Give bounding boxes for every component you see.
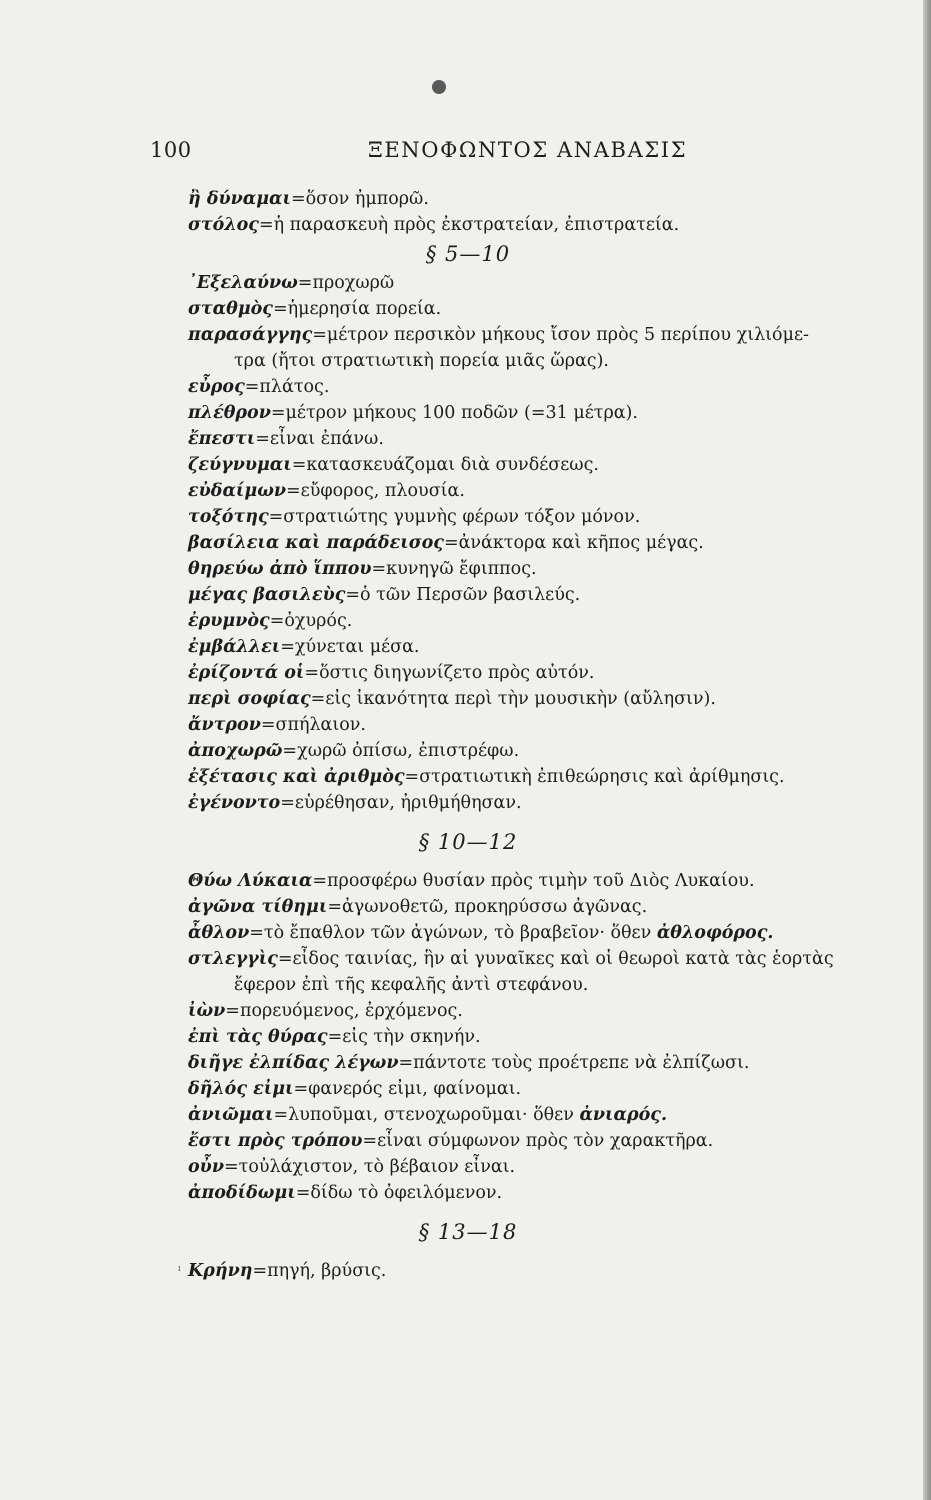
glossary-definition: =εἶναι σύμφωνον πρὸς τὸν χαρακτῆρα. [362,1131,714,1151]
section-heading-13-18: § 13—18 [418,1220,518,1244]
glossary-entry [188,608,908,634]
glossary-entry [188,1128,908,1154]
glossary-definition: =χωρῶ ὀπίσω, ἐπιστρέφω. [282,741,520,761]
glossary-term: εὖρος [188,377,245,397]
glossary-term: ἐρυμνὸς [188,611,270,631]
glossary-entry [188,634,908,660]
glossary-term: ἀγῶνα τίθημι [188,897,328,917]
glossary-entry [188,270,908,296]
glossary-entry [188,530,908,556]
glossary-term: ἀνιῶμαι [188,1105,274,1125]
glossary-definition: =εἰς τὴν σκηνήν. [327,1027,481,1047]
glossary-definition: =εὑρέθησαν, ἠριθμήθησαν. [280,793,522,813]
glossary-entry [188,212,908,238]
glossary-term: ἐρίζοντά οἱ [188,663,305,683]
glossary-entry [188,894,908,920]
glossary-term: ἄντρον [188,715,261,735]
glossary-definition-continued: τρα (ἤτοι στρατιωτικὴ πορεία μιᾶς ὥρας). [234,351,609,371]
glossary-term: στλεγγὶς [188,949,278,969]
glossary-definition: =ἡ παρασκευὴ πρὸς ἐκστρατείαν, ἐπιστρατεία. [258,215,680,235]
glossary-entry [188,946,908,998]
glossary-definition: =ἡμερησία πορεία. [272,299,442,319]
glossary-entry [188,186,908,212]
glossary-entry [188,1180,908,1206]
section-heading-10-12: § 10—12 [418,830,518,854]
glossary-entry [188,400,908,426]
glossary-entry [188,712,908,738]
glossary-definition: =εἰς ἱκανότητα περὶ τὴν μουσικὴν (αὔλησιν). [310,689,716,709]
glossary-definition: =εἶναι ἐπάνω. [255,429,384,449]
glossary-definition: =δίδω τὸ ὀφειλόμενον. [295,1183,503,1203]
glossary-definition: =ἀγωνοθετῶ, προκηρύσσω ἀγῶνας. [327,897,648,917]
spacer [188,1206,908,1216]
glossary-entry [188,582,908,608]
glossary-definition: =πάντοτε τοὺς προέτρεπε νὰ ἐλπίζωσι. [398,1053,750,1073]
glossary-term: ἔπεστι [188,429,256,449]
glossary-definition: =μέτρον μήκους 100 ποδῶν (=31 μέτρα). [270,403,638,423]
glossary-content [178,186,908,1284]
glossary-term: ἐγένοντο [188,793,281,813]
glossary-term: παρασάγγης [188,325,313,345]
glossary-definition: =ἀνάκτορα καὶ κῆπος μέγας. [443,533,704,553]
glossary-definition: =μέτρον περσικὸν μήκους ἴσον πρὸς 5 περίπου χιλιόμε- [312,325,809,345]
glossary-definition: =εὔφορος, πλουσία. [286,481,465,501]
glossary-term: σταθμὸς [188,299,273,319]
glossary-definition: =πλάτος. [244,377,330,397]
glossary-definition: =τὸ ἔπαθλον τῶν ἀγώνων, τὸ βραβεῖον· ὅθεν [249,923,657,943]
glossary-definition: =χύνεται μέσα. [280,637,420,657]
glossary-entry [188,1024,908,1050]
glossary-definition: =ὀχυρός. [269,611,353,631]
glossary-term: περὶ σοφίας [188,689,311,709]
glossary-definition: =πηγή, βρύσις. [252,1261,387,1281]
glossary-term: Θύω Λύκαια [188,871,313,891]
glossary-entry [188,426,908,452]
glossary-term: μέγας βασιλεὺς [188,585,346,605]
glossary-term: ἀποδίδωμι [188,1183,296,1203]
glossary-entry [188,1102,908,1128]
page-number: 100 [150,138,192,162]
glossary-entry [188,478,908,504]
spacer [188,1248,908,1258]
glossary-definition: =προσφέρω θυσίαν πρὸς τιμὴν τοῦ Διὸς Λυκαίου. [312,871,755,891]
glossary-entry [188,738,908,764]
glossary-definition: =στρατιωτικὴ ἐπιθεώρησις καὶ ἀρίθμησις. [404,767,785,787]
glossary-definition: =προχωρῶ [297,273,395,293]
glossary-term: ἀποχωρῶ [188,741,283,761]
page-edge-shadow [923,0,931,1500]
running-head [150,138,710,168]
glossary-definition: =πορευόμενος, ἐρχόμενος. [225,1001,463,1021]
spacer [188,858,908,868]
section-heading-5-10: § 5—10 [425,242,511,266]
glossary-term: ᾽Εξελαύνω [188,273,298,293]
glossary-term: ἆθλον [188,923,250,943]
glossary-entry [178,1258,908,1284]
glossary-term: ἐμβάλλει [188,637,281,657]
glossary-entry [188,556,908,582]
glossary-term: ἢ δύναμαι [188,189,291,209]
glossary-term: θηρεύω ἀπὸ ἵππου [188,559,372,579]
glossary-definition: =κυνηγῶ ἔφιππος. [371,559,537,579]
glossary-term: Κρήνη [188,1261,253,1281]
glossary-term: ἐξέτασις καὶ ἀριθμὸς [188,767,405,787]
glossary-entry [188,1076,908,1102]
glossary-definition: =ὅστις διηγωνίζετο πρὸς αὐτόν. [304,663,595,683]
glossary-term: ἔστι πρὸς τρόπου [188,1131,363,1151]
glossary-derived-term: ἀνιαρός. [579,1105,668,1125]
glossary-entry [188,452,908,478]
ink-spot [432,80,446,94]
glossary-definition: =εἶδος ταινίας, ἣν αἱ γυναῖκες καὶ οἱ θεωροὶ κατὰ τὰς ἑορτὰς [277,949,834,969]
glossary-term: δῆλός εἰμι [188,1079,294,1099]
glossary-term: πλέθρον [188,403,271,423]
glossary-definition: =ὅσον ἠμπορῶ. [290,189,429,209]
glossary-entry [188,998,908,1024]
glossary-definition: =λυποῦμαι, στενοχωροῦμαι· ὅθεν [273,1105,580,1125]
glossary-entry [188,322,908,374]
glossary-entry [188,504,908,530]
glossary-definition: =σπήλαιον. [260,715,366,735]
glossary-derived-term: ἀθλοφόρος. [656,923,774,943]
glossary-entry [188,790,908,816]
glossary-definition: =τοὐλάχιστον, τὸ βέβαιον εἶναι. [223,1157,516,1177]
footnote-mark: ˡ [178,1264,181,1278]
glossary-entry [188,686,908,712]
glossary-term: ἐπὶ τὰς θύρας [188,1027,328,1047]
glossary-term: βασίλεια καὶ παράδεισος [188,533,444,553]
glossary-entry [188,1154,908,1180]
glossary-definition: =φανερός εἰμι, φαίνομαι. [293,1079,522,1099]
glossary-term: ζεύγνυμαι [188,455,292,475]
book-title: ΞΕΝΟΦΩΝΤΟΣ ΑΝΑΒΑΣΙΣ [368,138,688,162]
glossary-term: διῆγε ἐλπίδας λέγων [188,1053,399,1073]
glossary-term: στόλος [188,215,259,235]
spacer [188,816,908,826]
glossary-definition: =κατασκευάζομαι διὰ συνδέσεως. [291,455,599,475]
glossary-entry [188,1050,908,1076]
glossary-definition-continued: ἔφερον ἐπὶ τῆς κεφαλῆς ἀντὶ στεφάνου. [234,975,589,995]
glossary-entry [188,868,908,894]
glossary-entry [188,764,908,790]
glossary-term: τοξότης [188,507,269,527]
glossary-entry [188,374,908,400]
glossary-entry [188,296,908,322]
glossary-term: εὐδαίμων [188,481,287,501]
glossary-definition: =ὁ τῶν Περσῶν βασιλεύς. [345,585,581,605]
glossary-term: ἰὼν [188,1001,226,1021]
glossary-entry [188,920,908,946]
glossary-entry [188,660,908,686]
glossary-definition: =στρατιώτης γυμνὴς φέρων τόξον μόνον. [268,507,641,527]
glossary-term: οὖν [188,1157,224,1177]
